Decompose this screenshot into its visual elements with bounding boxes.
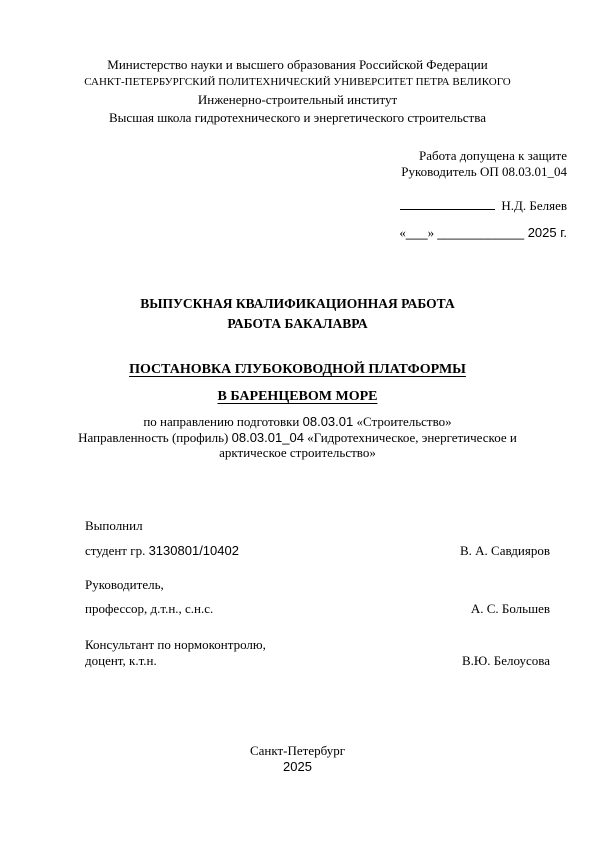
footer-city: Санкт-Петербург	[249, 743, 346, 758]
ministry-line: Министерство науки и высшего образования Российской Федерации	[107, 57, 488, 72]
consultant-label: Консультант по нормоконтролю,	[85, 637, 266, 652]
student-prefix: студент гр.	[85, 543, 149, 558]
supervisor-name: А. С. Большев	[470, 601, 550, 616]
approval-signer: Н.Д. Беляев	[501, 198, 567, 213]
supervisor-row	[85, 601, 550, 617]
direction-name: «Строительство»	[353, 414, 452, 429]
date-year: __ 2025 г.	[509, 225, 567, 240]
profile-line	[0, 430, 595, 446]
approval-supervisor: Руководитель ОП 08.03.01_04	[401, 164, 567, 179]
institute-line: Инженерно-строительный институт	[197, 92, 398, 107]
topic-line2-text: В БАРЕНЦЕВОМ МОРЕ	[217, 389, 378, 404]
student-name: В. А. Савдияров	[459, 543, 550, 558]
topic-title-line2	[0, 388, 595, 405]
student-group: 3130801/10402	[148, 543, 239, 558]
consultant-name: В.Ю. Белоусова	[461, 653, 550, 668]
work-type-title: ВЫПУСКНАЯ КВАЛИФИКАЦИОННАЯ РАБОТА	[140, 296, 455, 311]
approval-date	[399, 225, 567, 241]
direction-line	[0, 414, 595, 430]
profile-prefix: Направленность (профиль)	[78, 430, 232, 445]
footer-year: 2025	[283, 759, 312, 774]
consultant-row	[85, 653, 550, 669]
direction-prefix: по направлению подготовки	[143, 414, 303, 429]
date-month-blank: __________	[437, 225, 510, 240]
university-line: САНКТ-ПЕТЕРБУРГСКИЙ ПОЛИТЕХНИЧЕСКИЙ УНИВЕРСИТЕТ ПЕТРА ВЕЛИКОГО	[84, 76, 511, 88]
work-type-subtitle: РАБОТА БАКАЛАВРА	[227, 316, 368, 331]
date-day-blank: ___	[405, 225, 428, 240]
supervisor-label: Руководитель,	[85, 577, 164, 592]
approval-signature-line	[400, 196, 567, 214]
direction-code: 08.03.01	[302, 414, 354, 429]
topic-line1-text: ПОСТАНОВКА ГЛУБОКОВОДНОЙ ПЛАТФОРМЫ	[129, 362, 466, 377]
topic-title-line1	[0, 361, 595, 378]
student-row	[85, 543, 550, 559]
approval-admitted: Работа допущена к защите	[418, 148, 567, 163]
date-quote-close: »	[427, 225, 435, 240]
profile-name: «Гидротехническое, энергетическое и	[303, 430, 517, 445]
profile-code: 08.03.01_04	[231, 430, 304, 445]
performed-label: Выполнил	[85, 518, 143, 533]
profile-line-cont: арктическое строительство»	[219, 445, 376, 460]
date-quote-open: «	[399, 225, 406, 240]
supervisor-title: профессор, д.т.н., с.н.с.	[85, 601, 214, 616]
signature-blank	[400, 196, 495, 210]
school-line: Высшая школа гидротехнического и энергетического строительства	[109, 110, 486, 125]
consultant-title: доцент, к.т.н.	[85, 653, 157, 668]
